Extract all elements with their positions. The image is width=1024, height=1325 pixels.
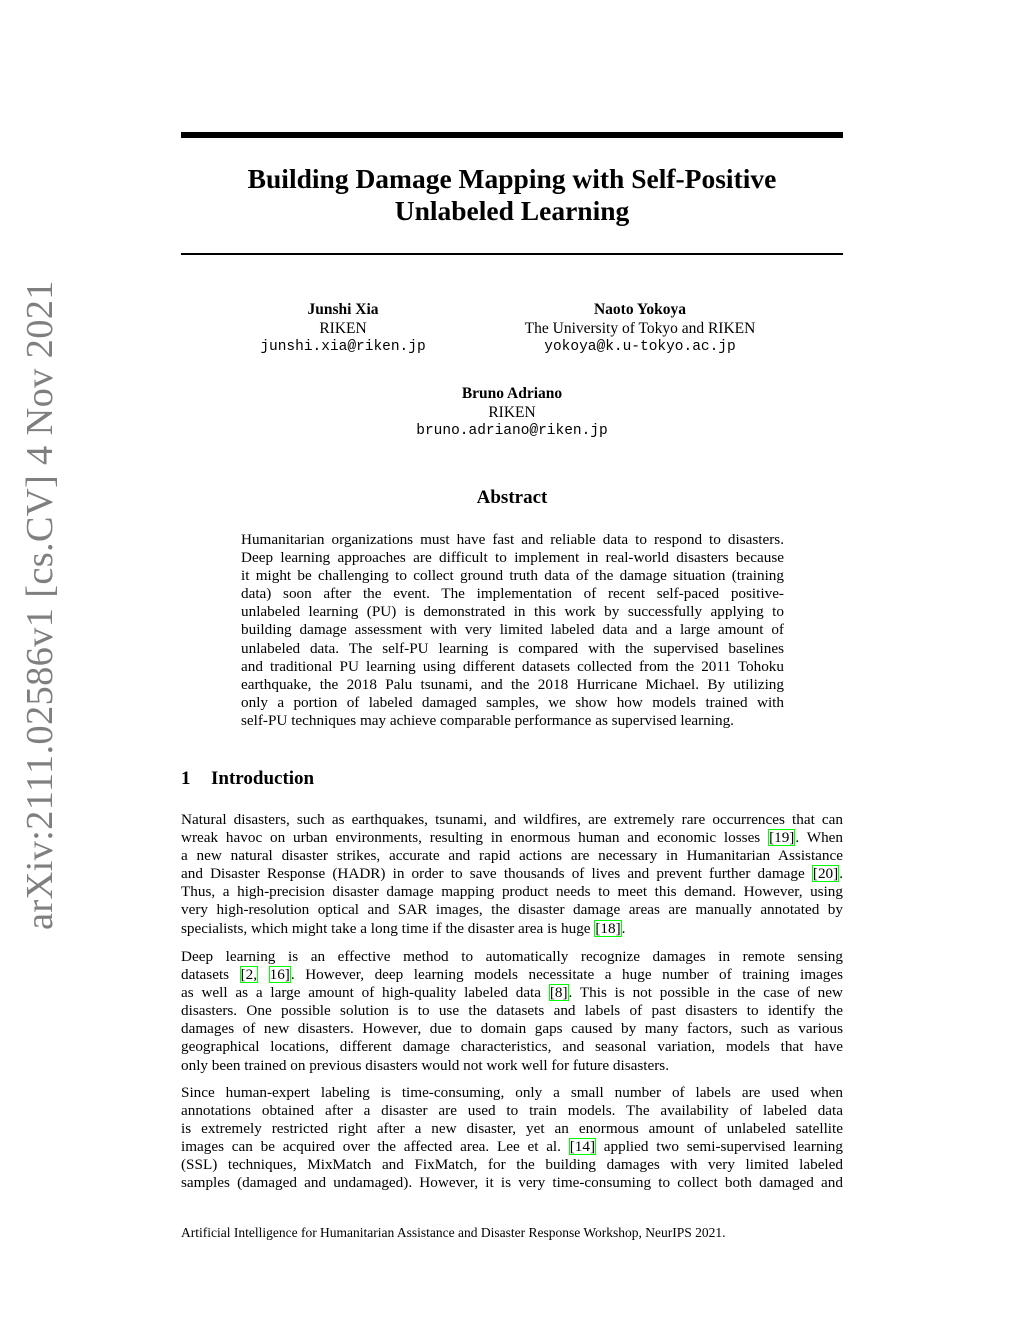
citation-link[interactable]: [8] [549, 984, 568, 1002]
text-run [258, 966, 269, 983]
paragraph-line: Since human-expert labeling is time-consuming, only a small number of labels are used when [181, 1084, 843, 1101]
paragraph-line: Natural disasters, such as earthquakes, tsunami, and wildfires, are extremely rare occurrences that can [181, 811, 843, 828]
citation-link[interactable]: [2, [240, 966, 258, 984]
citation-link[interactable]: [19] [769, 829, 795, 847]
author-block [392, 384, 632, 441]
text-run: specialists, which might take a long time if the disaster area is huge [181, 919, 595, 937]
abstract-line: and traditional PU learning using different datasets collected from the 2011 Tohoku [241, 657, 784, 675]
paragraph-line [181, 829, 843, 847]
author-block [243, 300, 443, 357]
text-run: . [839, 865, 843, 883]
citation-link[interactable]: [20] [812, 865, 839, 883]
citation-link[interactable]: [18] [595, 919, 621, 937]
text-run: datasets [181, 966, 240, 984]
section-heading-introduction [181, 768, 314, 790]
text-run: and Disaster Response (HADR) in order to save thousands of lives and prevent further damage [181, 865, 812, 883]
abstract-body [241, 531, 784, 730]
paragraph-line: samples (damaged and undamaged). However, it is very time-consuming to collect both damaged and [181, 1174, 843, 1192]
text-run: images can be acquired over the affected area. Lee et al. [181, 1138, 569, 1156]
author-block [500, 300, 780, 357]
text-run: . [621, 919, 626, 937]
abstract-line: it might be challenging to collect ground truth data of the damage situation (training [241, 567, 784, 585]
title-line-2: Unlabeled Learning [394, 195, 630, 226]
author-email[interactable]: yokoya@k.u-tokyo.ac.jp [544, 339, 736, 355]
paragraph-line [181, 1138, 843, 1156]
author-affiliation: RIKEN [488, 404, 536, 421]
author-name: Naoto Yokoya [593, 301, 686, 318]
paragraph-line: Deep learning is an effective method to automatically recognize damages in remote sensing [181, 948, 843, 965]
text-run: as well as a large amount of high-quality labeled data [181, 984, 549, 1002]
author-affiliation: The University of Tokyo and RIKEN [524, 320, 756, 337]
paragraph-line: geographical locations, different damage characteristics, and seasonal variation, models that have [181, 1038, 843, 1056]
paragraph-line [181, 984, 843, 1002]
author-affiliation: RIKEN [319, 320, 367, 337]
paragraph-line [181, 920, 843, 938]
paragraph-line [181, 966, 843, 984]
text-run: wreak havoc on urban environments, resulting in enormous human and economic losses [181, 829, 769, 847]
paragraph-line: Thus, a high-precision disaster damage mapping product needs to meet this demand. However, using [181, 883, 843, 901]
paragraph-line: disasters. One possible solution is to use the datasets and labels of past disasters to identify the [181, 1002, 843, 1020]
arxiv-identifier: arXiv:2111.02586v1 [cs.CV] 4 Nov 2021 [19, 280, 61, 930]
author-name: Junshi Xia [307, 301, 379, 318]
title-top-rule [181, 132, 843, 138]
paragraph-line: annotations obtained after a disaster are used to train models. The availability of labeled data [181, 1102, 843, 1120]
title-bottom-rule [181, 253, 843, 255]
author-name: Bruno Adriano [461, 385, 563, 402]
venue-footnote: Artificial Intelligence for Humanitarian Assistance and Disaster Response Workshop, NeurIPS 2021. [181, 1225, 726, 1240]
intro-paragraph-3 [181, 1084, 843, 1193]
abstract-line: unlabeled data. The self-PU learning is compared with the supervised baselines [241, 639, 784, 657]
abstract-heading: Abstract [476, 487, 548, 508]
paragraph-line: only been trained on previous disasters would not work well for future disasters. [181, 1056, 670, 1074]
paragraph-line: is extremely restricted right after a new disaster, yet an enormous amount of unlabeled satellite [181, 1120, 843, 1138]
text-run: . This is not possible in the case of new [568, 984, 843, 1002]
abstract-line: earthquake, the 2018 Palu tsunami, and the 2018 Hurricane Michael. By utilizing [241, 675, 784, 693]
text-run: . When [795, 829, 843, 847]
paragraph-line: damages of new disasters. However, due to domain gaps caused by many factors, such as various [181, 1020, 843, 1038]
paragraph-line: a new natural disaster strikes, accurate and rapid actions are necessary in Humanitarian Assistance [181, 847, 843, 865]
abstract-line: unlabeled learning (PU) is demonstrated in this work by successfully applying to [241, 603, 784, 621]
intro-paragraph-2 [181, 948, 843, 1075]
section-number: 1 [181, 768, 191, 789]
paragraph-line: very high-resolution optical and SAR images, the disaster damage areas are manually annotated by [181, 901, 843, 919]
paragraph-line [181, 865, 843, 883]
title-line-1: Building Damage Mapping with Self-Positive [247, 163, 777, 194]
abstract-line: only a portion of labeled damaged samples, we show how models trained with [241, 693, 784, 711]
citation-link[interactable]: [14] [569, 1138, 596, 1156]
text-run: applied two semi-supervised learning [596, 1138, 843, 1156]
abstract-line: Humanitarian organizations must have fast and reliable data to respond to disasters. [241, 531, 784, 548]
abstract-line: self-PU techniques may achieve comparable performance as supervised learning. [241, 711, 734, 729]
intro-paragraph-1 [181, 811, 843, 938]
text-run: . However, deep learning models necessitate a huge number of training images [290, 966, 844, 984]
paragraph-line: (SSL) techniques, MixMatch and FixMatch, for the building damages with very limited labeled [181, 1156, 843, 1174]
abstract-line: Deep learning approaches are difficult to implement in real-world disasters because [241, 549, 784, 567]
author-email[interactable]: bruno.adriano@riken.jp [416, 423, 608, 439]
author-email[interactable]: junshi.xia@riken.jp [260, 339, 426, 355]
paper-title [181, 163, 843, 227]
citation-link[interactable]: 16] [269, 966, 290, 984]
abstract-line: data) soon after the event. The implementation of recent self-paced positive- [241, 585, 784, 603]
abstract-line: building damage assessment with very limited labeled data and a large amount of [241, 621, 784, 639]
section-title: Introduction [211, 768, 315, 789]
